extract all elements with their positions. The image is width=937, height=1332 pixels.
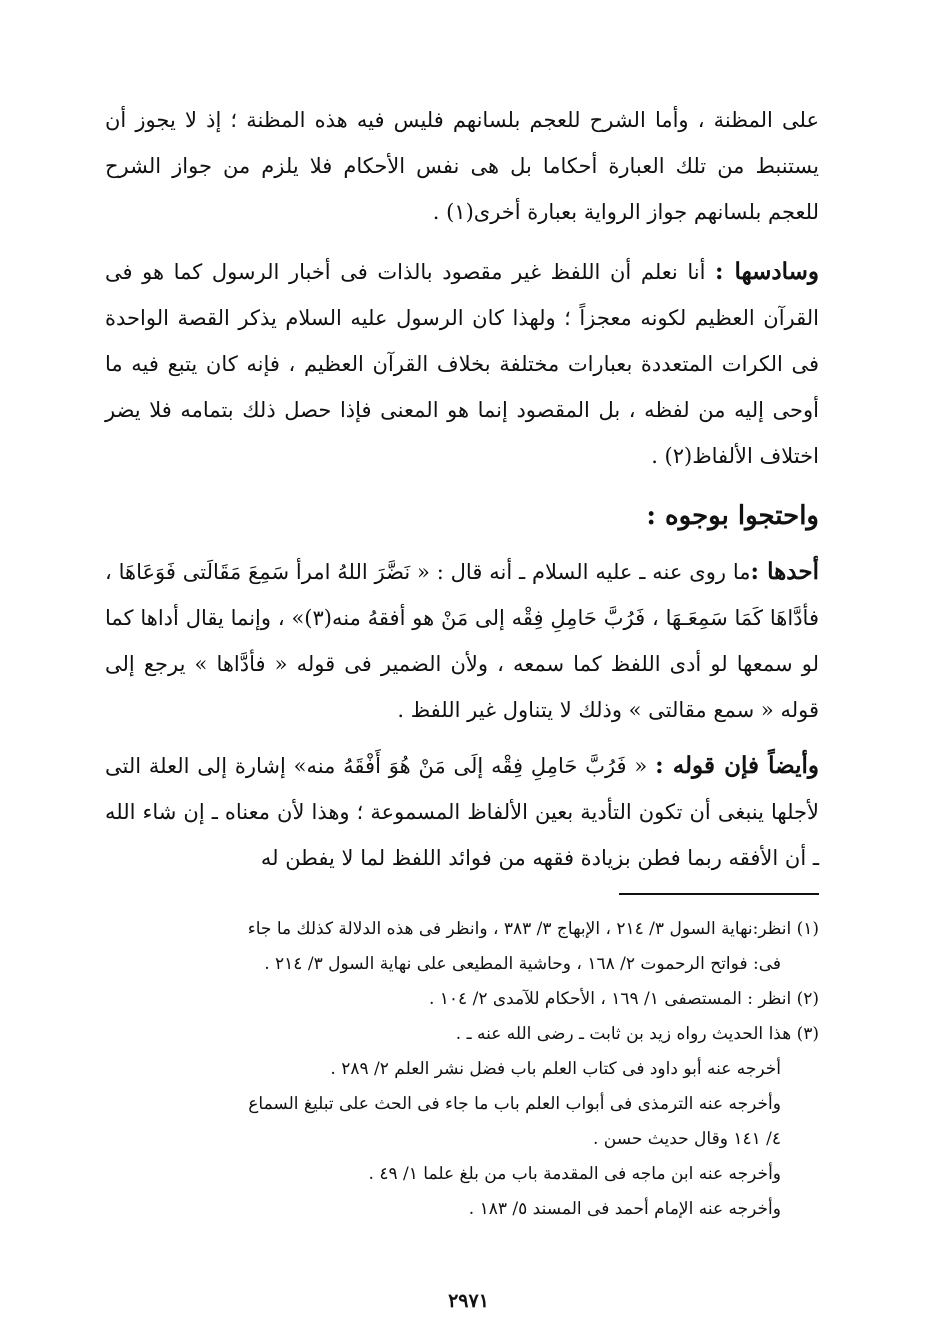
paragraph-4-lead: وأيضاً فإن قوله :	[655, 752, 819, 779]
footnote-3-line-6: وأخرجه عنه الإمام أحمد فى المسند ٥/ ١٨٣ .	[468, 1199, 781, 1219]
footnote-3-line-3: وأخرجه عنه الترمذى فى أبواب العلم باب ما جاء فى الحث على تبليغ السماع	[248, 1094, 781, 1114]
paragraph-4	[105, 743, 819, 881]
paragraph-1: على المظنة ، وأما الشرح للعجم بلسانهم فليس فيه هذه المظنة ؛ إذ لا يجوز أن يستنبط من تلك العبارة أحكاما بل هى نفس الأحكام فلا يلزم من جواز الشرح للعجم بلسانهم جواز الرواية بعبارة أخرى(١) .	[105, 108, 819, 224]
paragraph-2-text: أنا نعلم أن اللفظ غير مقصود بالذات فى أخبار الرسول كما هو فى القرآن العظيم لكونه معجزاً ؛ ولهذا كان الرسول عليه السلام يذكر القصة الواحدة فى الكرات المتعددة بعبارات مختلفة بخلاف القرآن العظيم ، فإنه كان يتبع فيه ما أوحى إليه من لفظه ، بل المقصود إنما هو المعنى فإذا حصل ذلك بتمامه فلا يضر اختلاف الألفاظ(٢) .	[105, 260, 819, 468]
footnote-1-line-1: (١) انظر:نهاية السول ٣/ ٢١٤ ، الإبهاج ٣/ ٣٨٣ ، وانظر فى هذه الدلالة كذلك ما جاء	[247, 919, 819, 939]
paragraph-3-lead: أحدها :	[750, 558, 819, 585]
page-number: ٢٩٧١	[448, 1290, 489, 1312]
footnote-2: (٢) انظر : المستصفى ١/ ١٦٩ ، الأحكام للآمدى ٢/ ١٠٤ .	[428, 989, 819, 1009]
section-heading: واحتجوا بوجوه :	[646, 501, 819, 531]
paragraph-2	[105, 249, 819, 479]
footnote-3-line-4: ٤/ ١٤١ وقال حديث حسن .	[592, 1129, 781, 1149]
footnote-1-line-2: فى: فواتح الرحموت ٢/ ١٦٨ ، وحاشية المطيعى على نهاية السول ٣/ ٢١٤ .	[264, 954, 781, 974]
paragraph-4-text: « فَرُبَّ حَامِلِ فِقْه إلَى مَنْ هُوَ أَفْقَهُ منه» إشارة إلى العلة التى لأجلها ينبغى أن تكون التأدية بعين الألفاظ المسموعة ؛ وهذا لأن معناه ـ إن شاء الله ـ أن الأفقه ربما فطن بزيادة فقهه من فوائد اللفظ لما لا يفطن له	[105, 754, 819, 870]
footnote-divider	[619, 893, 819, 895]
paragraph-3	[105, 549, 819, 733]
paragraph-3-text: ما روى عنه ـ عليه السلام ـ أنه قال : « نَضَّرَ اللهُ امرأ سَمِعَ مَقَالَتى فَوَعَاهَا ، فأدَّاهَا كَمَا سَمِعَـهَا ، فَرُبَّ حَامِلِ فِقْه إلى مَنْ هو أفقهُ منه(٣)» ، وإنما يقال أداها كما لو سمعها لو أدى اللفظ كما سمعه ، ولأن الضمير فى قوله « فأدَّاها » يرجع إلى قوله « سمع مقالتى » وذلك لا يتناول غير اللفظ .	[105, 560, 819, 722]
footnote-3-line-5: وأخرجه عنه ابن ماجه فى المقدمة باب من بلغ علما ١/ ٤٩ .	[368, 1164, 781, 1184]
footnote-3-line-1: (٣) هذا الحديث رواه زيد بن ثابت ـ رضى الله عنه ـ .	[455, 1024, 819, 1044]
main-text	[105, 97, 819, 881]
footnote-3-line-2: أخرجه عنه أبو داود فى كتاب العلم باب فضل نشر العلم ٢/ ٢٨٩ .	[330, 1059, 781, 1079]
footnotes	[105, 912, 819, 1227]
paragraph-2-lead: وسادسها :	[715, 258, 819, 285]
